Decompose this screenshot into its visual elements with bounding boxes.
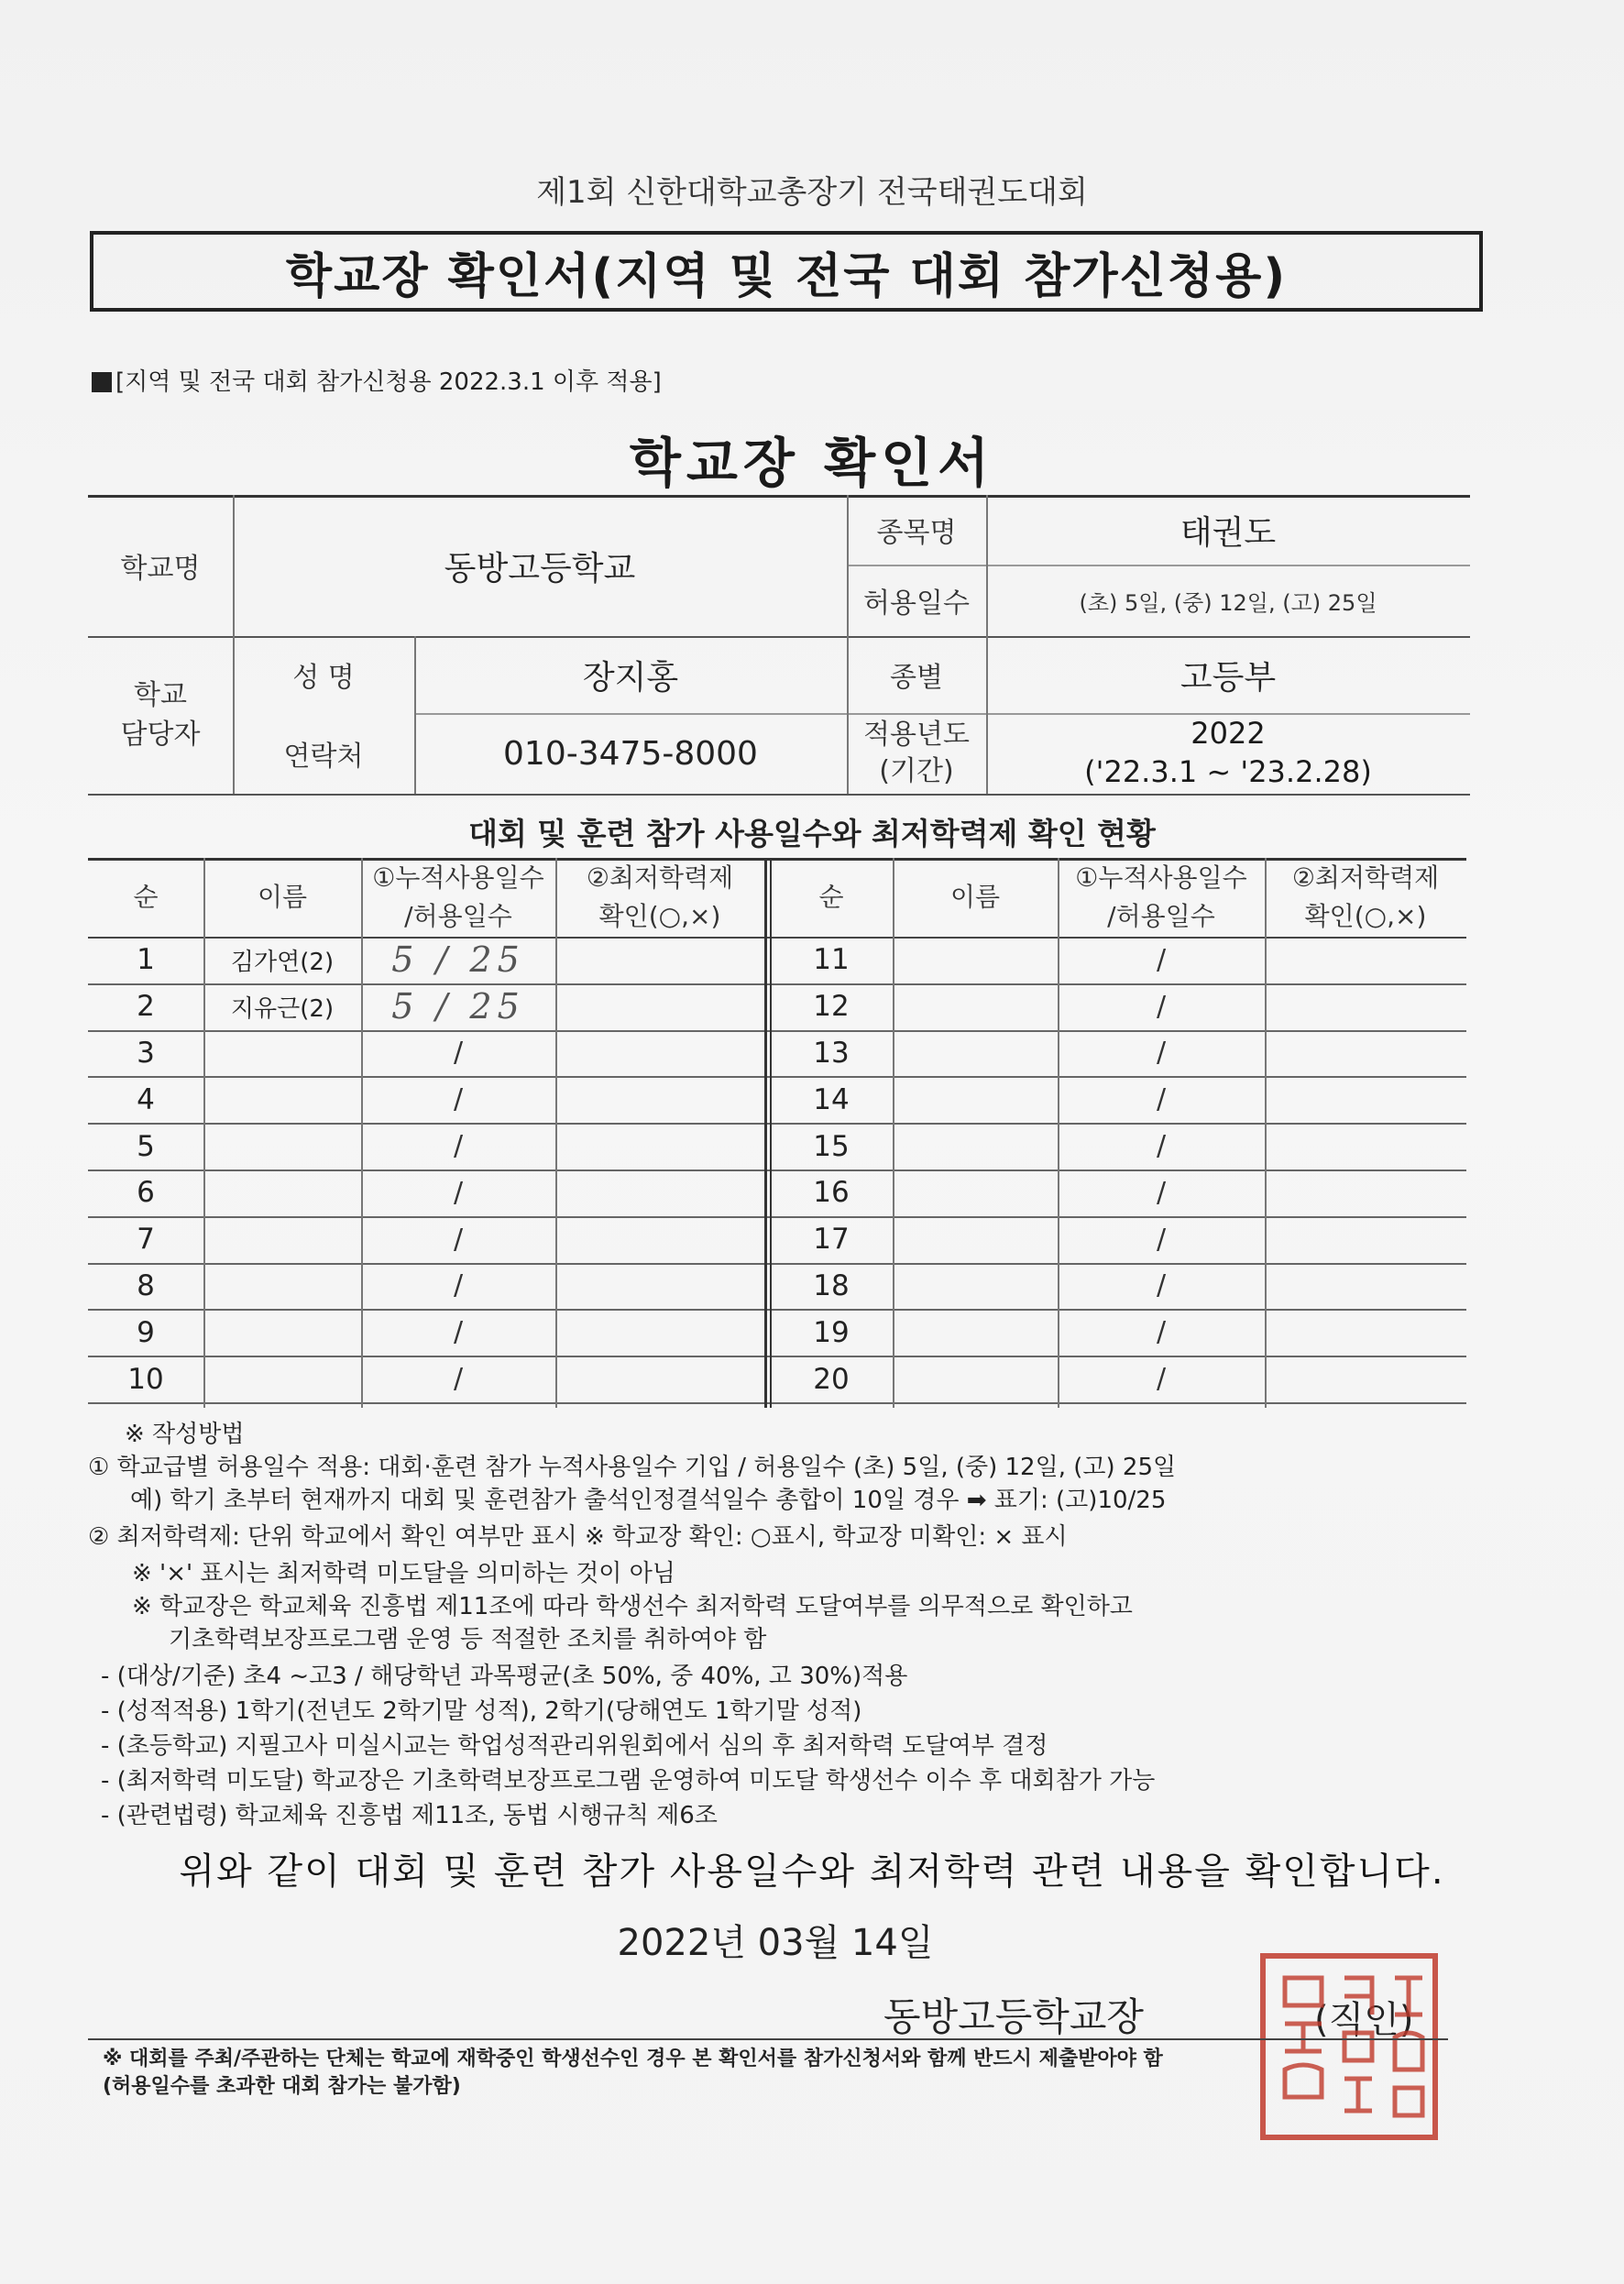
row-number: 8 bbox=[137, 1268, 155, 1302]
used-days-value: 5 / 25 bbox=[391, 986, 525, 1027]
guide-rule-target: - (대상/기준) 초4 ~고3 / 해당학년 과목평균(초 50%, 중 40%, 고 30%)적용 bbox=[101, 1663, 908, 1690]
min-academic-check bbox=[555, 1123, 764, 1169]
form-title-box: 학교장 확인서(지역 및 전국 대회 참가신청용) bbox=[90, 231, 1483, 312]
footnote-line-1: ※ 대회를 주최/주관하는 단체는 학교에 재학중인 학생선수인 경우 본 확인서를 참가신청서와 함께 반드시 제출받아야 함 bbox=[103, 2048, 1163, 2070]
seal-mark-label: (직인) bbox=[1314, 1999, 1414, 2041]
used-days-value: / bbox=[1156, 1363, 1167, 1396]
min-academic-check bbox=[555, 1030, 764, 1077]
guide-note-principal: ※ 학교장은 학교체육 진흥법 제11조에 따라 학생선수 최저학력 도달여부를 의무적으로 확인하고 bbox=[132, 1593, 1133, 1620]
row-number: 16 bbox=[813, 1176, 850, 1210]
used-days-value: / bbox=[453, 1269, 464, 1302]
used-days-value: / bbox=[1156, 1176, 1167, 1209]
used-days-value: / bbox=[453, 1316, 464, 1349]
student-name bbox=[893, 937, 1058, 983]
header-days-right: ①누적사용일수 /허용일수 bbox=[1075, 862, 1247, 931]
division-label: 종별 bbox=[890, 662, 943, 694]
row-number: 15 bbox=[813, 1129, 850, 1163]
student-name bbox=[893, 1076, 1058, 1123]
row-number: 12 bbox=[813, 990, 850, 1024]
table-grid-line bbox=[88, 858, 1466, 861]
student-name: 지유근(2) bbox=[230, 994, 335, 1023]
min-academic-check bbox=[1265, 1263, 1466, 1310]
used-days-value: / bbox=[1156, 1223, 1167, 1256]
row-number: 17 bbox=[813, 1223, 850, 1257]
header-days-left: ①누적사용일수 /허용일수 bbox=[372, 862, 544, 931]
used-days-value: / bbox=[1156, 1269, 1167, 1302]
student-name bbox=[203, 1263, 361, 1310]
used-days-value: / bbox=[1156, 1083, 1167, 1116]
guide-item-1: ① 학교급별 허용일수 적용: 대회·훈련 참가 누적사용일수 기입 / 허용일수 (초) 5일, (중) 12일, (고) 25일 bbox=[88, 1454, 1177, 1481]
min-academic-check bbox=[555, 1076, 764, 1123]
contest-title: 제1회 신한대학교총장기 전국태권도대회 bbox=[536, 174, 1088, 211]
min-academic-check bbox=[555, 983, 764, 1030]
confirmation-statement: 위와 같이 대회 및 훈련 참가 사용일수와 최저학력 관련 내용을 확인합니다. bbox=[179, 1850, 1445, 1893]
period-value: ('22.3.1 ~ '23.2.28) bbox=[1084, 754, 1372, 789]
guide-item-2: ② 최저학력제: 단위 학교에서 확인 여부만 표시 ※ 학교장 확인: ○표시, 학교장 미확인: × 표시 bbox=[88, 1523, 1068, 1551]
min-academic-check bbox=[1265, 937, 1466, 983]
table-grid-line bbox=[88, 1402, 1466, 1404]
row-number: 1 bbox=[137, 943, 155, 977]
row-number: 19 bbox=[813, 1315, 850, 1349]
manager-name-label: 성 명 bbox=[292, 662, 355, 694]
row-number: 5 bbox=[137, 1129, 155, 1163]
guide-note-x: ※ '×' 표시는 최저학력 미도달을 의미하는 것이 아님 bbox=[132, 1560, 675, 1587]
contact-value: 010-3475-8000 bbox=[503, 734, 758, 773]
row-number: 11 bbox=[813, 943, 850, 977]
table-grid-line bbox=[764, 858, 767, 1408]
header-name-right: 이름 bbox=[949, 882, 1001, 912]
min-academic-check bbox=[555, 1216, 764, 1263]
guide-rule-law: - (관련법령) 학교체육 진흥법 제11조, 동법 시행규칙 제6조 bbox=[101, 1802, 718, 1829]
student-name bbox=[203, 1076, 361, 1123]
school-name-value: 동방고등학교 bbox=[444, 549, 636, 587]
footnote-line-2: (허용일수를 초과한 대회 참가는 불가함) bbox=[103, 2074, 461, 2098]
row-number: 20 bbox=[813, 1362, 850, 1396]
used-days-value: / bbox=[453, 1083, 464, 1116]
student-name: 김가연(2) bbox=[230, 948, 335, 976]
student-name bbox=[893, 1216, 1058, 1263]
row-number: 18 bbox=[813, 1268, 850, 1302]
roster-heading: 대회 및 훈련 참가 사용일수와 최저학력제 확인 현황 bbox=[468, 816, 1156, 851]
student-name bbox=[203, 1169, 361, 1216]
used-days-value: / bbox=[1156, 1037, 1167, 1070]
student-name bbox=[203, 1309, 361, 1356]
guide-rule-grades: - (성적적용) 1학기(전년도 2학기말 성적), 2학기(당해연도 1학기말 성적) bbox=[101, 1697, 862, 1725]
footnote-divider bbox=[88, 2038, 1448, 2040]
applicability-note-text: [지역 및 전국 대회 참가신청용 2022.3.1 이후 적용] bbox=[115, 368, 662, 396]
allowed-days-value: (초) 5일, (중) 12일, (고) 25일 bbox=[1079, 589, 1377, 616]
student-name bbox=[893, 1309, 1058, 1356]
min-academic-check bbox=[1265, 1123, 1466, 1169]
guide-note-principal-cont: 기초학력보장프로그램 운영 등 적절한 조치를 취하여야 함 bbox=[169, 1626, 767, 1653]
applicability-note bbox=[92, 363, 662, 397]
roster-table bbox=[88, 858, 1466, 1408]
used-days-value: / bbox=[453, 1223, 464, 1256]
used-days-value: 5 / 25 bbox=[391, 939, 525, 981]
min-academic-check bbox=[1265, 1309, 1466, 1356]
min-academic-check bbox=[555, 937, 764, 983]
manager-name-value: 장지홍 bbox=[582, 658, 679, 697]
main-title: 학교장 확인서 bbox=[629, 432, 995, 494]
header-no-left: 순 bbox=[133, 882, 159, 912]
min-academic-check bbox=[555, 1169, 764, 1216]
division-value: 고등부 bbox=[1180, 658, 1277, 697]
guide-title: ※ 작성방법 bbox=[125, 1421, 245, 1448]
row-number: 7 bbox=[137, 1223, 155, 1257]
used-days-value: / bbox=[1156, 1316, 1167, 1349]
sport-value: 태권도 bbox=[1180, 513, 1277, 552]
contact-label: 연락처 bbox=[283, 741, 364, 773]
student-name bbox=[203, 1216, 361, 1263]
guide-item-1-example: 예) 학기 초부터 현재까지 대회 및 훈련참가 출석인정결석일수 총합이 10일 경우 ➡ 표기: (고)10/25 bbox=[130, 1487, 1167, 1514]
used-days-value: / bbox=[453, 1130, 464, 1163]
row-number: 2 bbox=[137, 990, 155, 1024]
school-name-label: 학교명 bbox=[120, 553, 201, 585]
min-academic-check bbox=[555, 1356, 764, 1402]
row-number: 9 bbox=[137, 1315, 155, 1349]
row-number: 10 bbox=[127, 1362, 164, 1396]
guide-rule-elementary: - (초등학교) 지필고사 미실시교는 학업성적관리위원회에서 심의 후 최저학력 도달여부 결정 bbox=[101, 1732, 1048, 1760]
min-academic-check bbox=[555, 1263, 764, 1310]
min-academic-check bbox=[555, 1309, 764, 1356]
year-value: 2022 bbox=[1191, 716, 1266, 752]
row-number: 3 bbox=[137, 1036, 155, 1070]
student-name bbox=[203, 1123, 361, 1169]
min-academic-check bbox=[1265, 1216, 1466, 1263]
used-days-value: / bbox=[1156, 1130, 1167, 1163]
used-days-value: / bbox=[453, 1037, 464, 1070]
principal-name: 동방고등학교장 bbox=[883, 1994, 1145, 2039]
min-academic-check bbox=[1265, 1076, 1466, 1123]
student-name bbox=[203, 1356, 361, 1402]
header-min-right: ②최저학력제 확인(○,×) bbox=[1291, 862, 1440, 931]
row-number: 13 bbox=[813, 1036, 850, 1070]
student-name bbox=[893, 1123, 1058, 1169]
min-academic-check bbox=[1265, 1030, 1466, 1077]
min-academic-check bbox=[1265, 983, 1466, 1030]
student-name bbox=[893, 983, 1058, 1030]
used-days-value: / bbox=[1156, 990, 1167, 1023]
row-number: 6 bbox=[137, 1176, 155, 1210]
issue-date: 2022년 03월 14일 bbox=[617, 1922, 934, 1964]
used-days-value: / bbox=[453, 1363, 464, 1396]
min-academic-check bbox=[1265, 1169, 1466, 1216]
year-label: 적용년도 (기간) bbox=[863, 718, 970, 787]
student-name bbox=[893, 1169, 1058, 1216]
allowed-days-label: 허용일수 bbox=[863, 587, 970, 620]
school-info-table bbox=[88, 495, 1470, 796]
min-academic-check bbox=[1265, 1356, 1466, 1402]
used-days-value: / bbox=[1156, 943, 1167, 976]
student-name bbox=[893, 1030, 1058, 1077]
sport-label: 종목명 bbox=[876, 517, 957, 549]
student-name bbox=[893, 1356, 1058, 1402]
student-name bbox=[203, 1030, 361, 1077]
footnote bbox=[103, 2046, 1163, 2100]
used-days-value: / bbox=[453, 1176, 464, 1209]
header-no-right: 순 bbox=[818, 882, 844, 912]
student-name bbox=[893, 1263, 1058, 1310]
guide-rule-below-min: - (최저학력 미도달) 학교장은 기초학력보장프로그램 운영하여 미도달 학생선수 이수 후 대회참가 가능 bbox=[101, 1767, 1156, 1795]
manager-label: 학교 담당자 bbox=[120, 678, 201, 751]
header-min-left: ②최저학력제 확인(○,×) bbox=[586, 862, 734, 931]
header-name-left: 이름 bbox=[257, 882, 308, 912]
row-number: 14 bbox=[813, 1082, 850, 1116]
row-number: 4 bbox=[137, 1082, 155, 1116]
square-bullet-icon bbox=[92, 372, 112, 392]
year-value-cell bbox=[986, 713, 1470, 794]
school-seal-stamp bbox=[1257, 1950, 1441, 2143]
